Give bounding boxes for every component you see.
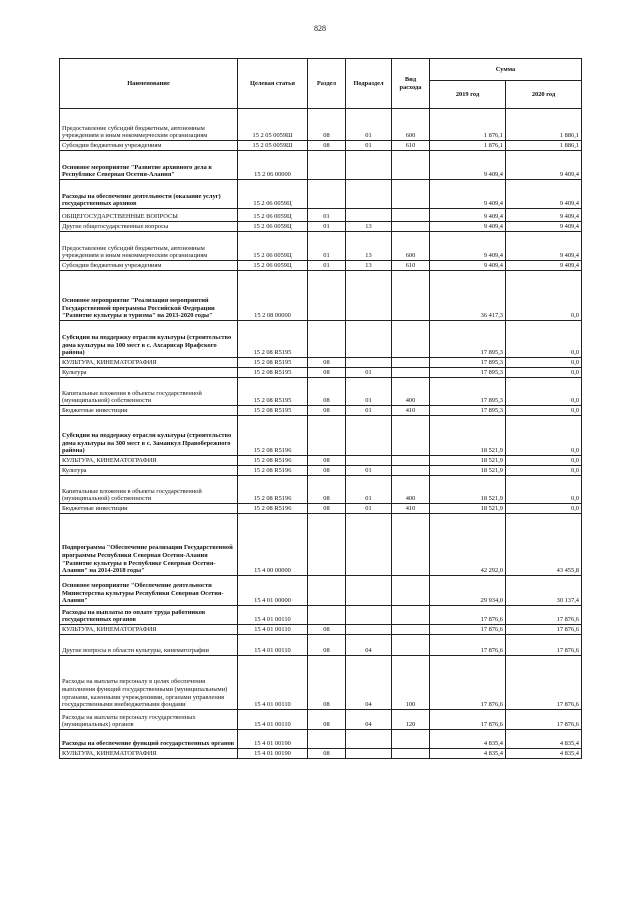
row-expense-type <box>392 271 430 321</box>
row-expense-type <box>392 749 430 759</box>
row-target: 15 2 08 R5195 <box>238 378 308 406</box>
col-header-subsection: Подраздел <box>346 59 392 109</box>
table-row <box>60 209 582 222</box>
row-value-2019: 18 521,9 <box>430 504 506 514</box>
row-name: Предоставление субсидий бюджетным, автономным учреждениям и иным некоммерческим организациям <box>60 109 238 141</box>
row-expense-type <box>392 625 430 635</box>
row-value-2020: 0,0 <box>506 504 582 514</box>
row-section <box>308 416 346 456</box>
table-row <box>60 625 582 635</box>
table-row <box>60 456 582 466</box>
row-value-2019: 4 835,4 <box>430 730 506 749</box>
table-row <box>60 222 582 232</box>
row-value-2019: 17 876,6 <box>430 625 506 635</box>
row-name: КУЛЬТУРА, КИНЕМАТОГРАФИЯ <box>60 749 238 759</box>
row-target: 15 4 01 00110 <box>238 656 308 710</box>
row-value-2019: 9 409,4 <box>430 222 506 232</box>
row-subsection: 01 <box>346 141 392 151</box>
row-name: Субсидии бюджетным учреждениям <box>60 261 238 271</box>
row-target: 15 2 05 0059Ш <box>238 109 308 141</box>
row-subsection <box>346 209 392 222</box>
row-section: 08 <box>308 406 346 416</box>
row-target: 15 4 01 00110 <box>238 625 308 635</box>
row-subsection: 01 <box>346 378 392 406</box>
row-target: 15 2 08 R5196 <box>238 476 308 504</box>
row-name: Расходы на обеспечение функций государственных органов <box>60 730 238 749</box>
row-target: 15 2 08 R5195 <box>238 358 308 368</box>
row-expense-type <box>392 368 430 378</box>
row-target: 15 2 06 0059Ц <box>238 232 308 261</box>
row-section: 08 <box>308 378 346 406</box>
table-row <box>60 232 582 261</box>
row-section <box>308 606 346 625</box>
col-header-section: Раздел <box>308 59 346 109</box>
row-value-2019: 17 876,6 <box>430 656 506 710</box>
row-value-2020: 1 886,1 <box>506 109 582 141</box>
row-value-2019: 29 934,0 <box>430 576 506 606</box>
row-value-2019: 18 521,9 <box>430 466 506 476</box>
row-expense-type: 400 <box>392 476 430 504</box>
row-section: 08 <box>308 466 346 476</box>
row-value-2020: 9 409,4 <box>506 151 582 180</box>
row-target: 15 2 06 0059Ц <box>238 209 308 222</box>
row-subsection <box>346 180 392 209</box>
table-row <box>60 606 582 625</box>
row-name: Субсидии на поддержку отрасли культуры (строительство дома культуры на 300 мест в с. Заманкул Правобережного района) <box>60 416 238 456</box>
row-name: Расходы на выплаты персоналу государственных (муниципальных) органов <box>60 710 238 730</box>
row-expense-type: 600 <box>392 109 430 141</box>
row-target: 15 2 06 0059Ц <box>238 261 308 271</box>
row-value-2020: 0,0 <box>506 368 582 378</box>
row-name: КУЛЬТУРА, КИНЕМАТОГРАФИЯ <box>60 456 238 466</box>
col-header-2019: 2019 год <box>430 81 506 109</box>
row-expense-type: 410 <box>392 406 430 416</box>
row-subsection <box>346 576 392 606</box>
row-expense-type: 600 <box>392 232 430 261</box>
row-value-2020: 17 876,6 <box>506 606 582 625</box>
row-expense-type <box>392 576 430 606</box>
row-value-2020: 9 409,4 <box>506 209 582 222</box>
row-value-2019: 18 521,9 <box>430 456 506 466</box>
row-value-2020: 0,0 <box>506 358 582 368</box>
row-target: 15 4 01 00190 <box>238 749 308 759</box>
table-row <box>60 151 582 180</box>
row-name: Капитальные вложения в объекты государственной (муниципальной) собственности <box>60 476 238 504</box>
row-expense-type <box>392 209 430 222</box>
table-row <box>60 271 582 321</box>
row-subsection: 01 <box>346 406 392 416</box>
row-target: 15 4 01 00110 <box>238 635 308 656</box>
row-target: 15 2 08 R5196 <box>238 456 308 466</box>
row-section: 08 <box>308 358 346 368</box>
table-row <box>60 466 582 476</box>
row-section: 01 <box>308 261 346 271</box>
col-header-expense-type: Вид расхода <box>392 59 430 109</box>
row-name: Бюджетные инвестиции <box>60 406 238 416</box>
row-value-2020: 9 409,4 <box>506 261 582 271</box>
page-number: 828 <box>314 24 326 33</box>
row-section: 08 <box>308 368 346 378</box>
row-subsection <box>346 358 392 368</box>
row-subsection <box>346 271 392 321</box>
row-subsection: 01 <box>346 466 392 476</box>
row-name: Бюджетные инвестиции <box>60 504 238 514</box>
row-value-2019: 18 521,9 <box>430 416 506 456</box>
row-subsection <box>346 456 392 466</box>
row-expense-type <box>392 321 430 358</box>
row-name: Другие общегосударственные вопросы <box>60 222 238 232</box>
row-value-2019: 17 876,6 <box>430 635 506 656</box>
row-value-2020: 1 886,1 <box>506 141 582 151</box>
row-value-2020: 43 455,8 <box>506 514 582 576</box>
row-value-2020: 17 876,6 <box>506 710 582 730</box>
row-value-2019: 17 876,6 <box>430 710 506 730</box>
table-row <box>60 576 582 606</box>
row-target: 15 2 06 0059Ц <box>238 222 308 232</box>
row-expense-type <box>392 466 430 476</box>
table-row <box>60 635 582 656</box>
row-subsection: 01 <box>346 368 392 378</box>
row-name: Основное мероприятие "Обеспечение деятельности Министерства культуры Республики Северная Осетия-Алания" <box>60 576 238 606</box>
row-subsection <box>346 151 392 180</box>
row-target: 15 2 06 00000 <box>238 151 308 180</box>
row-expense-type: 610 <box>392 261 430 271</box>
row-subsection: 13 <box>346 232 392 261</box>
table-row <box>60 358 582 368</box>
row-value-2019: 17 895,3 <box>430 406 506 416</box>
row-expense-type <box>392 151 430 180</box>
row-value-2020: 9 409,4 <box>506 180 582 209</box>
row-value-2019: 42 292,0 <box>430 514 506 576</box>
row-value-2019: 17 895,3 <box>430 358 506 368</box>
row-expense-type <box>392 606 430 625</box>
row-value-2020: 17 876,6 <box>506 656 582 710</box>
table-row <box>60 476 582 504</box>
col-header-sum: Сумма <box>430 59 582 81</box>
row-value-2020: 0,0 <box>506 466 582 476</box>
row-target: 15 2 08 R5196 <box>238 504 308 514</box>
table-row <box>60 514 582 576</box>
row-target: 15 2 08 R5196 <box>238 466 308 476</box>
row-section: 08 <box>308 625 346 635</box>
row-subsection <box>346 416 392 456</box>
row-expense-type <box>392 730 430 749</box>
row-subsection <box>346 625 392 635</box>
table-row <box>60 730 582 749</box>
row-section: 08 <box>308 635 346 656</box>
row-subsection: 04 <box>346 710 392 730</box>
row-value-2019: 17 895,3 <box>430 368 506 378</box>
row-value-2020: 0,0 <box>506 271 582 321</box>
row-target: 15 2 08 R5195 <box>238 321 308 358</box>
row-value-2019: 1 876,1 <box>430 109 506 141</box>
row-section <box>308 151 346 180</box>
row-value-2020: 0,0 <box>506 476 582 504</box>
col-header-target: Целевая статья <box>238 59 308 109</box>
row-section: 08 <box>308 476 346 504</box>
row-section: 08 <box>308 141 346 151</box>
row-value-2019: 9 409,4 <box>430 209 506 222</box>
row-target: 15 2 08 R5196 <box>238 416 308 456</box>
row-subsection: 01 <box>346 504 392 514</box>
row-name: Основное мероприятие "Развитие архивного дела в Республике Северная Осетия-Алания" <box>60 151 238 180</box>
row-expense-type: 100 <box>392 656 430 710</box>
row-value-2019: 1 876,1 <box>430 141 506 151</box>
row-target: 15 4 01 00190 <box>238 730 308 749</box>
table-row <box>60 368 582 378</box>
row-target: 15 2 08 R5195 <box>238 406 308 416</box>
row-value-2019: 17 895,3 <box>430 321 506 358</box>
row-subsection: 13 <box>346 222 392 232</box>
row-section <box>308 271 346 321</box>
row-name: Основное мероприятие "Реализация мероприятий Государственной программы Российской Федерации "Развитие культуры и туризма" на 2013-2020 годы" <box>60 271 238 321</box>
row-name: Предоставление субсидий бюджетным, автономным учреждениям и иным некоммерческим организациям <box>60 232 238 261</box>
table-row <box>60 656 582 710</box>
row-name: Культура <box>60 368 238 378</box>
row-section: 08 <box>308 456 346 466</box>
row-name: Культура <box>60 466 238 476</box>
row-value-2020: 9 409,4 <box>506 232 582 261</box>
row-target: 15 4 01 00110 <box>238 606 308 625</box>
row-target: 15 2 05 0059Ш <box>238 141 308 151</box>
row-value-2019: 17 876,6 <box>430 606 506 625</box>
row-value-2020: 0,0 <box>506 456 582 466</box>
row-subsection <box>346 730 392 749</box>
row-name: Расходы на выплаты по оплате труда работников государственных органов <box>60 606 238 625</box>
row-expense-type <box>392 358 430 368</box>
row-name: КУЛЬТУРА, КИНЕМАТОГРАФИЯ <box>60 358 238 368</box>
budget-table <box>59 58 582 759</box>
row-value-2019: 17 895,3 <box>430 378 506 406</box>
row-value-2020: 0,0 <box>506 378 582 406</box>
table-row <box>60 749 582 759</box>
row-expense-type <box>392 456 430 466</box>
row-subsection <box>346 606 392 625</box>
header-row <box>60 59 582 81</box>
row-value-2020: 0,0 <box>506 416 582 456</box>
row-target: 15 2 06 0059Ц <box>238 180 308 209</box>
table-body <box>60 109 582 759</box>
row-name: Другие вопросы в области культуры, кинематографии <box>60 635 238 656</box>
row-subsection <box>346 514 392 576</box>
row-section <box>308 576 346 606</box>
row-value-2019: 9 409,4 <box>430 261 506 271</box>
row-value-2020: 4 835,4 <box>506 749 582 759</box>
row-section: 08 <box>308 749 346 759</box>
row-subsection <box>346 321 392 358</box>
row-target: 15 4 01 00000 <box>238 576 308 606</box>
row-expense-type: 120 <box>392 710 430 730</box>
row-value-2019: 36 417,3 <box>430 271 506 321</box>
row-value-2019: 9 409,4 <box>430 232 506 261</box>
table-row <box>60 321 582 358</box>
row-section: 08 <box>308 710 346 730</box>
row-target: 15 4 00 00000 <box>238 514 308 576</box>
row-value-2019: 9 409,4 <box>430 180 506 209</box>
table-row <box>60 504 582 514</box>
row-name: Подпрограмма "Обеспечение реализации Государственной программы Республики Северная Осетия-Алания "Развитие культуры в Республике Северная Осетия-Алания" на 2014-2018 годы" <box>60 514 238 576</box>
row-name: ОБЩЕГОСУДАРСТВЕННЫЕ ВОПРОСЫ <box>60 209 238 222</box>
row-value-2020: 30 137,4 <box>506 576 582 606</box>
table-row <box>60 378 582 406</box>
table-row <box>60 180 582 209</box>
row-section: 01 <box>308 232 346 261</box>
row-value-2020: 17 876,6 <box>506 635 582 656</box>
row-target: 15 4 01 00110 <box>238 710 308 730</box>
row-subsection: 04 <box>346 635 392 656</box>
row-section <box>308 514 346 576</box>
row-expense-type: 410 <box>392 504 430 514</box>
row-section <box>308 730 346 749</box>
row-expense-type: 610 <box>392 141 430 151</box>
row-subsection: 01 <box>346 476 392 504</box>
col-header-2020: 2020 год <box>506 81 582 109</box>
row-expense-type <box>392 222 430 232</box>
row-subsection <box>346 749 392 759</box>
table-row <box>60 109 582 141</box>
row-value-2020: 9 409,4 <box>506 222 582 232</box>
row-expense-type <box>392 416 430 456</box>
row-target: 15 2 08 R5195 <box>238 368 308 378</box>
row-name: Капитальные вложения в объекты государственной (муниципальной) собственности <box>60 378 238 406</box>
row-expense-type: 400 <box>392 378 430 406</box>
row-section: 08 <box>308 656 346 710</box>
row-name: Расходы на выплаты персоналу в целях обеспечения выполнения функций государственными (муниципальными) органами, казенными учреждениями, органами управления государственными внебюджетными фондами <box>60 656 238 710</box>
row-target: 15 2 08 00000 <box>238 271 308 321</box>
row-name: Субсидии бюджетным учреждениям <box>60 141 238 151</box>
row-section: 01 <box>308 209 346 222</box>
table-row <box>60 406 582 416</box>
row-value-2019: 9 409,4 <box>430 151 506 180</box>
row-value-2019: 18 521,9 <box>430 476 506 504</box>
col-header-name: Наименование <box>60 59 238 109</box>
row-value-2020: 4 835,4 <box>506 730 582 749</box>
row-value-2020: 0,0 <box>506 321 582 358</box>
table-row <box>60 261 582 271</box>
row-subsection: 13 <box>346 261 392 271</box>
row-expense-type <box>392 514 430 576</box>
row-name: КУЛЬТУРА, КИНЕМАТОГРАФИЯ <box>60 625 238 635</box>
row-subsection: 04 <box>346 656 392 710</box>
row-value-2020: 0,0 <box>506 406 582 416</box>
row-value-2019: 4 835,4 <box>430 749 506 759</box>
row-name: Субсидии на поддержку отрасли культуры (строительство дома культуры на 100 мест в с. Ахсарисар Ирафского района) <box>60 321 238 358</box>
row-section: 08 <box>308 504 346 514</box>
row-section <box>308 321 346 358</box>
row-section: 01 <box>308 222 346 232</box>
table-row <box>60 710 582 730</box>
row-value-2020: 17 876,6 <box>506 625 582 635</box>
table-row <box>60 141 582 151</box>
row-section: 08 <box>308 109 346 141</box>
table-row <box>60 416 582 456</box>
row-name: Расходы на обеспечение деятельности (оказание услуг) государственных архивов <box>60 180 238 209</box>
row-expense-type <box>392 635 430 656</box>
row-expense-type <box>392 180 430 209</box>
row-subsection: 01 <box>346 109 392 141</box>
row-section <box>308 180 346 209</box>
